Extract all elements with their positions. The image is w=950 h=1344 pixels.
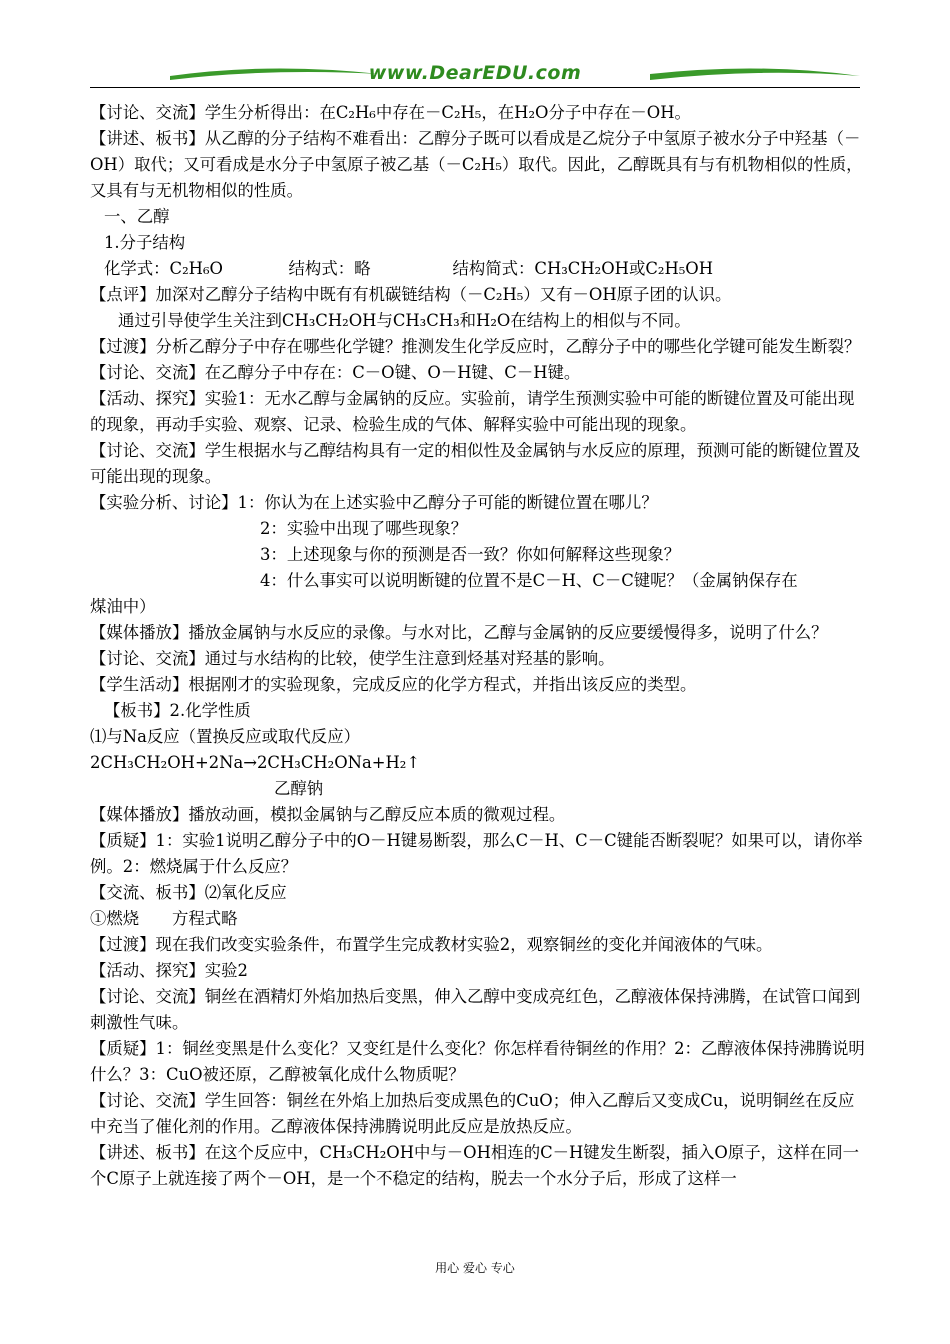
text-line: 【媒体播放】播放动画，模拟金属钠与乙醇反应本质的微观过程。: [90, 805, 566, 824]
question-line: 【实验分析、讨论】1：你认为在上述实验中乙醇分子可能的断键位置在哪儿？: [90, 493, 658, 512]
text-paragraph: 【讲述、板书】从乙醇的分子结构不难看出：乙醇分子既可以看成是乙烷分子中氢原子被水分子中羟基（－OH）取代；又可看成是水分子中氢原子被乙基（－C₂H₅）取代。因此，乙醇既具有与有机物相似的性质，又具有与无机物相似的性质。: [90, 129, 863, 200]
text-paragraph: 【活动、探究】实验1：无水乙醇与金属钠的反应。实验前，请学生预测实验中可能的断键位置及可能出现的现象，再动手实验、观察、记录、检验生成的气体、解释实验中可能出现的现象。: [90, 389, 855, 434]
question-line: 4：什么事实可以说明断键的位置不是C－H、C－C键呢？（金属钠保存在: [260, 571, 798, 590]
question-line: 2：实验中出现了哪些现象？: [260, 519, 468, 538]
text-line: 【板书】2.化学性质: [104, 701, 251, 720]
text-line: 【活动、探究】实验2: [90, 961, 248, 980]
text-line: 【交流、板书】⑵氧化反应: [90, 883, 287, 902]
question-line: 3：上述现象与你的预测是否一致？你如何解释这些现象？: [260, 545, 681, 564]
formula-line: 化学式：C₂H₆O 结构式：略 结构简式：CH₃CH₂OH或C₂H₅OH: [104, 259, 714, 278]
subsection-heading: 1.分子结构: [104, 233, 186, 252]
text-paragraph: 【讲述、板书】在这个反应中，CH₃CH₂OH中与－OH相连的C－H键发生断裂，插入O原子，这样在同一个C原子上就连接了两个－OH，是一个不稳定的结构，脱去一个水分子后，形成了这样一: [90, 1143, 859, 1188]
header-rule: [90, 87, 860, 88]
equation-label: 乙醇钠: [274, 779, 324, 798]
text-paragraph: 【质疑】1：实验1说明乙醇分子中的O－H键易断裂，那么C－H、C－C键能否断裂呢？如果可以，请你举例。2：燃烧属于什么反应？: [90, 831, 863, 876]
text-paragraph: 【讨论、交流】学生根据水与乙醇结构具有一定的相似性及金属钠与水反应的原理，预测可能的断键位置及可能出现的现象。: [90, 441, 861, 486]
section-heading: 一、乙醇: [104, 207, 170, 226]
site-logo[interactable]: www.DearEDU.com: [368, 62, 582, 84]
text-line: 【过渡】现在我们改变实验条件，布置学生完成教材实验2，观察铜丝的变化并闻液体的气味。: [90, 935, 773, 954]
text-paragraph: 【媒体播放】播放金属钠与水反应的录像。与水对比，乙醇与金属钠的反应要缓慢得多，说明了什么？: [90, 623, 828, 642]
text-line: 【点评】加深对乙醇分子结构中既有有机碳链结构（－C₂H₅）又有－OH原子团的认识。: [90, 285, 732, 304]
text-line: 【讨论、交流】学生分析得出：在C₂H₆中存在－C₂H₅，在H₂O分子中存在－OH。: [90, 103, 691, 122]
right-swoosh-icon: [650, 66, 860, 82]
text-line: ①燃烧 方程式略: [90, 909, 238, 928]
equation-line: 2CH₃CH₂OH+2Na→2CH₃CH₂ONa+H₂↑: [90, 753, 421, 772]
document-body: [90, 100, 865, 1192]
page-header: [90, 62, 860, 92]
text-line: 【学生活动】根据刚才的实验现象，完成反应的化学方程式，并指出该反应的类型。: [90, 675, 697, 694]
text-line: 煤油中）: [90, 597, 156, 616]
text-paragraph: 【过渡】分析乙醇分子中存在哪些化学键？推测发生化学反应时，乙醇分子中的哪些化学键可能发生断裂？: [90, 337, 861, 356]
page-footer: 用心 爱心 专心: [435, 1261, 515, 1275]
text-line: 通过引导使学生关注到CH₃CH₂OH与CH₃CH₃和H₂O在结构上的相似与不同。: [118, 311, 691, 330]
text-line: ⑴与Na反应（置换反应或取代反应）: [90, 727, 360, 746]
text-paragraph: 【质疑】1：铜丝变黑是什么变化？又变红是什么变化？你怎样看待铜丝的作用？2：乙醇液体保持沸腾说明什么？3：CuO被还原，乙醇被氧化成什么物质呢？: [90, 1039, 865, 1084]
text-paragraph: 【讨论、交流】学生回答：铜丝在外焰上加热后变成黑色的CuO；伸入乙醇后又变成Cu，说明铜丝在反应中充当了催化剂的作用。乙醇液体保持沸腾说明此反应是放热反应。: [90, 1091, 855, 1136]
text-line: 【讨论、交流】通过与水结构的比较，使学生注意到烃基对羟基的影响。: [90, 649, 615, 668]
text-line: 【讨论、交流】在乙醇分子中存在：C－O键、O－H键、C－H键。: [90, 363, 581, 382]
text-paragraph: 【讨论、交流】铜丝在酒精灯外焰加热后变黑，伸入乙醇中变成亮红色，乙醇液体保持沸腾，在试管口闻到刺激性气味。: [90, 987, 861, 1032]
